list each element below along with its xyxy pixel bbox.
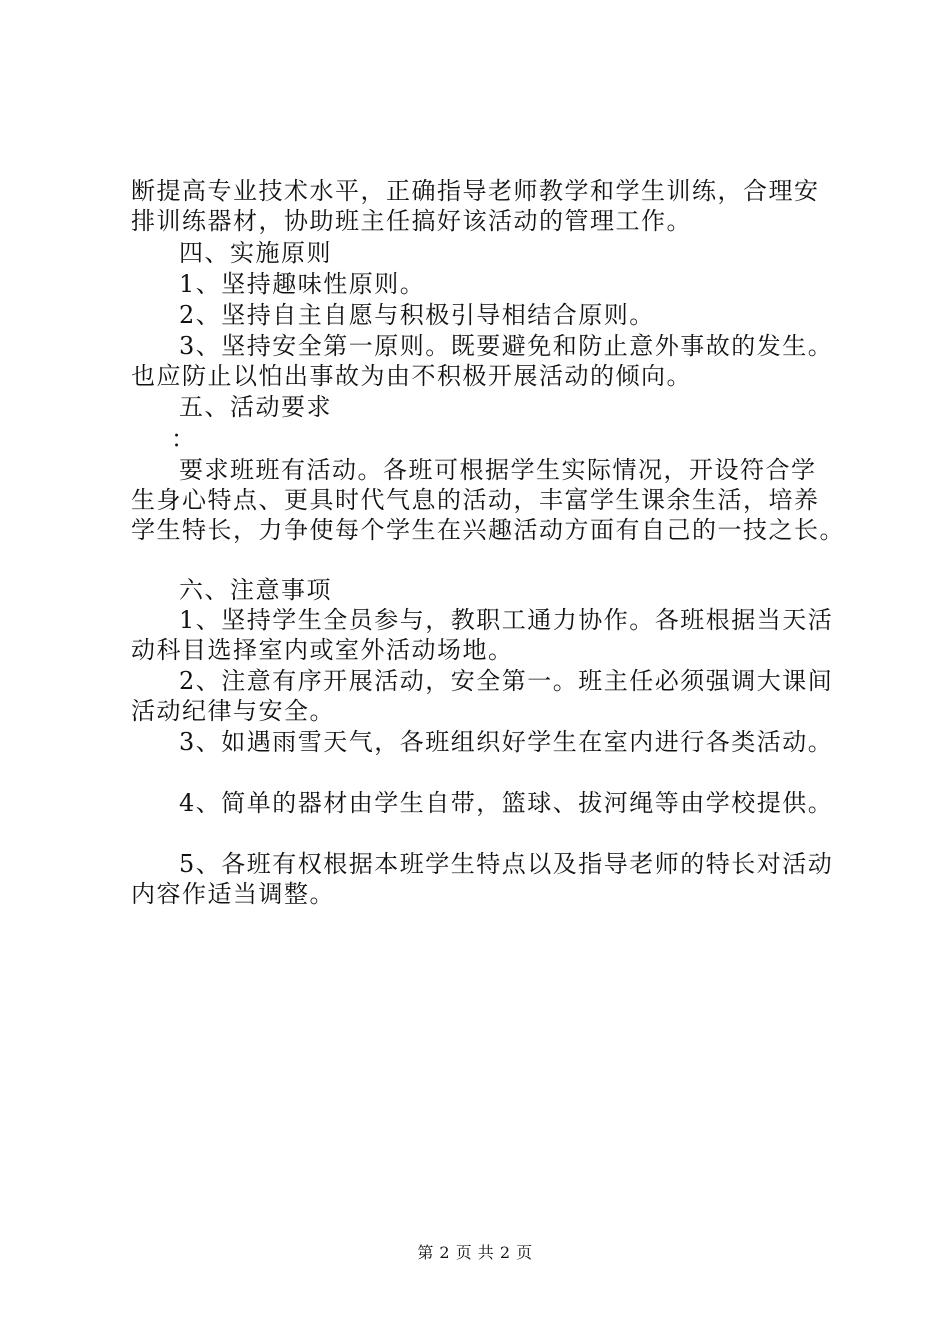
section-heading: 六、注意事项	[179, 576, 332, 604]
text-line: 断提高专业技术水平，正确指导老师教学和学生训练，合理安	[131, 177, 820, 205]
text-line: 5、各班有权根据本班学生特点以及指导老师的特长对活动	[179, 850, 834, 878]
text-line: 2、注意有序开展活动，安全第一。班主任必须强调大课间	[179, 667, 834, 695]
text-line: 也应防止以怕出事故为由不积极开展活动的倾向。	[131, 362, 692, 390]
text-line: 2、坚持自主自愿与积极引导相结合原则。	[179, 301, 655, 329]
text-line: 动科目选择室内或室外活动场地。	[131, 636, 514, 664]
text-line: 3、坚持安全第一原则。既要避免和防止意外事故的发生。	[179, 332, 834, 360]
text-line: 活动纪律与安全。	[131, 697, 335, 725]
text-line: 1、坚持趣味性原则。	[179, 270, 426, 298]
text-line: ：	[171, 425, 197, 453]
section-heading: 五、活动要求	[179, 393, 332, 421]
text-line: 3、如遇雨雪天气，各班组织好学生在室内进行各类活动。	[179, 728, 834, 756]
text-line: 要求班班有活动。各班可根据学生实际情况，开设符合学	[179, 456, 817, 484]
text-line: 生身心特点、更具时代气息的活动，丰富学生课余生活，培养	[131, 486, 820, 514]
section-heading: 四、实施原则	[179, 239, 332, 267]
page-footer: 第 2 页 共 2 页	[417, 1243, 533, 1262]
text-line: 排训练器材，协助班主任搞好该活动的管理工作。	[131, 207, 692, 235]
text-line: 4、简单的器材由学生自带，篮球、拔河绳等由学校提供。	[179, 789, 834, 817]
text-line: 内容作适当调整。	[131, 880, 335, 908]
text-line: 学生特长，力争使每个学生在兴趣活动方面有自己的一技之长。	[131, 516, 845, 544]
text-line: 1、坚持学生全员参与，教职工通力协作。各班根据当天活	[179, 606, 834, 634]
